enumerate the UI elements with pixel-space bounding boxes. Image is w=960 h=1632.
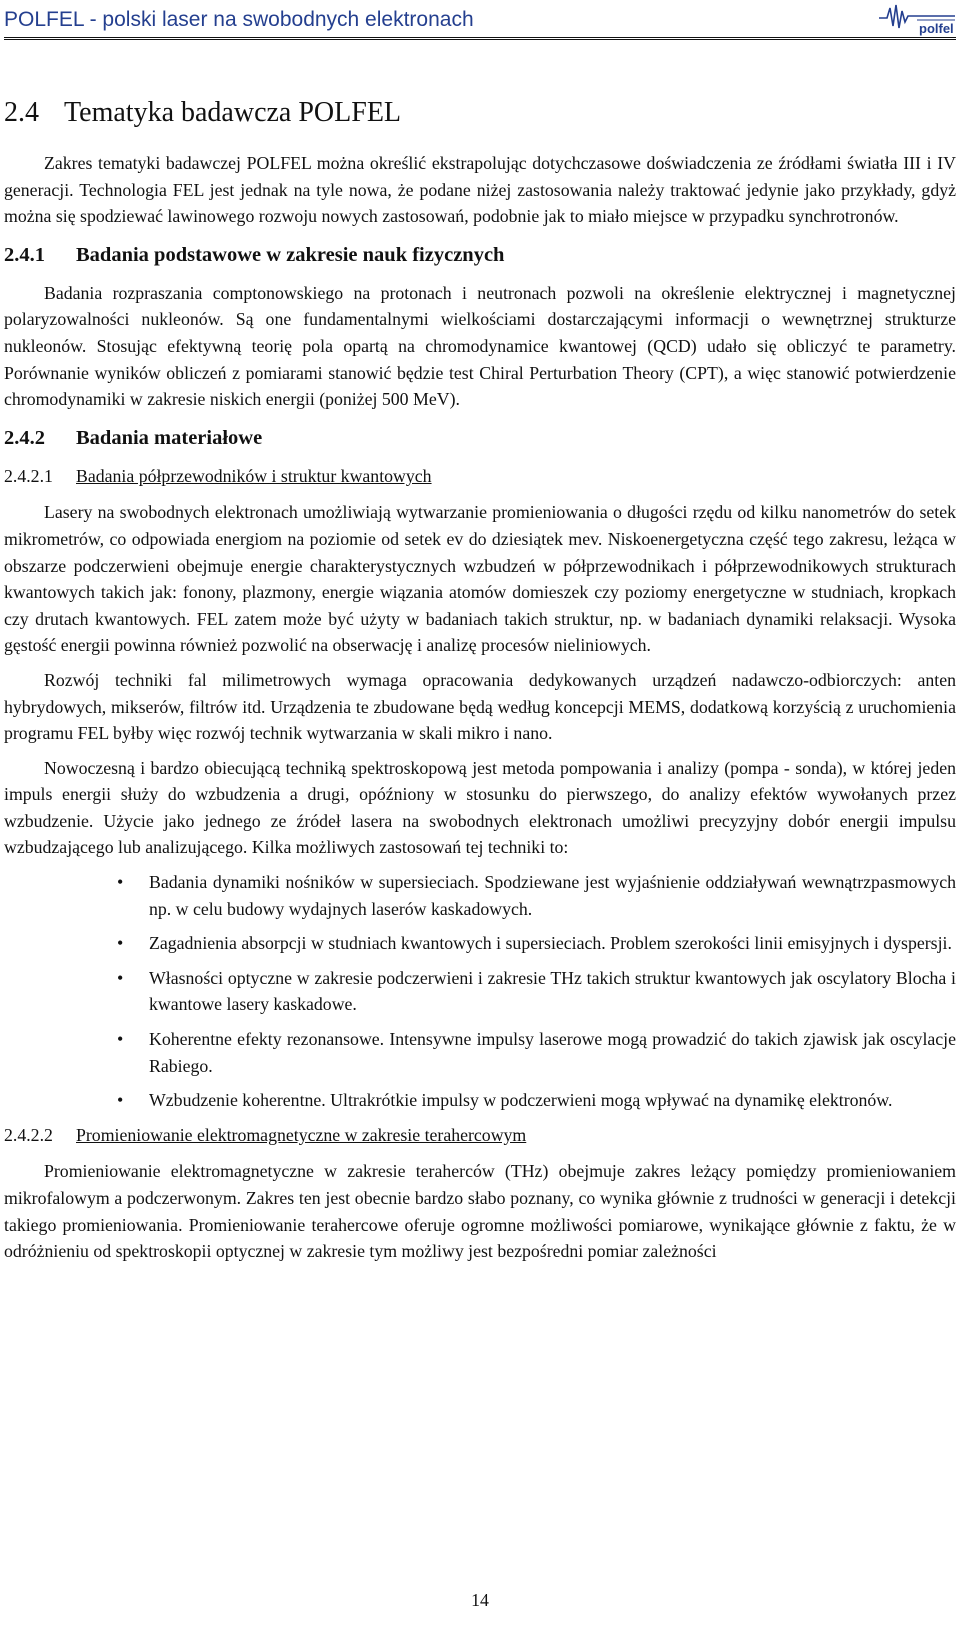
paragraph-2422: Promieniowanie elektromagnetyczne w zakresie teraherców (THz) obejmuje zakres leżący pomiędzy promieniowaniem mikrofalowym a podczerwonym. Zakres ten jest obecnie bardzo słabo poznany, co wynika głównie z trudności w generacji i detekcji takiego promieniowania. Promieniowanie terahercowe oferuje ogromne możliwości pomiarowe, wynikające głównie z faktu, że w odróżnieniu od spektroskopii optycznej w zakresie tym możliwy jest bezpośredni pomiar zależności <box>4 1161 956 1262</box>
intro-paragraph: Zakres tematyki badawczej POLFEL można określić ekstrapolując dotychczasowe doświadczenia ze źródłami światła III i IV generacji. Technologia FEL jest jednak na tyle nowa, że podane niżej zastosowania należy traktować jedynie jako przykłady, gdyż można się spodziewać lawinowego rozwoju nowych zastosowań, podobnie jak to miało miejsce w przypadku synchrotronów. <box>4 153 956 227</box>
header-rule <box>4 37 956 40</box>
list-item-text: Badania dynamiki nośników w supersieciach. Spodziewane jest wyjaśnienie oddziaływań wewnątrzpasmowych np. w celu budowy wydajnych laserów kaskadowych. <box>149 872 956 919</box>
paragraph: Rozwój techniki fal milimetrowych wymaga opracowania dedykowanych urządzeń nadawczo-odbiorczych: anten hybrydowych, mikserów, filtrów itd. Urządzenia te zbudowane będą według koncepcji MEMS, dodatkową korzyścią z uruchomienia programu FEL byłby więc rozwój technik wytwarzania w skali mikro i nano. <box>4 669 956 744</box>
bullet-icon: • <box>117 1090 124 1111</box>
bullet-list <box>4 869 956 1114</box>
bullet-icon: • <box>117 1029 124 1050</box>
paragraph-241: Badania rozpraszania comptonowskiego na protonach i neutronach pozwoli na określenie elektrycznej i magnetycznej polaryzowalności nukleonów. Są one fundamentalnymi wielkościami dostarczającymi informacji o wewnętrznej strukturze nukleonów. Stosując efektywną teorię pola opartą na chromodynamice kwantowej (QCD) udało się obliczyć te parametry. Porównanie wyników obliczeń z pomiarami stanowić będzie test Chiral Perturbation Theory (CPT), a więc stanowić potwierdzenie chromodynamiki w zakresie niskich energii (poniżej 500 MeV). <box>4 282 956 410</box>
subsection-number: 2.4.1 <box>4 243 45 266</box>
list-item <box>4 1026 956 1079</box>
subsubsection-heading-2421 <box>4 463 956 490</box>
bullet-icon: • <box>117 872 124 893</box>
subsubsection-heading-2422 <box>4 1122 956 1149</box>
list-item-text: Zagadnienia absorpcji w studniach kwantowych i supersieciach. Problem szerokości linii emisyjnych i dyspersji. <box>149 933 952 954</box>
content <box>4 96 956 1273</box>
page-number: 14 <box>471 1590 489 1610</box>
bullet-icon: • <box>117 967 124 988</box>
subsubsection-number: 2.4.2.1 <box>4 465 53 486</box>
list-item-text: Koherentne efekty rezonansowe. Intensywne impulsy laserowe mogą prowadzić do takich zjawisk jak oscylacje Rabiego. <box>149 1029 956 1076</box>
subsection-number: 2.4.2 <box>4 426 45 449</box>
subsubsection-title: Badania półprzewodników i struktur kwantowych <box>76 465 432 486</box>
paragraph: Nowoczesną i bardzo obiecującą techniką spektroskopową jest metoda pompowania i analizy (pompa - sonda), w której jeden impuls energii służy do wzbudzenia a drugi, opóźniony w stosunku do pierwszego, do analizy efektów wywołanych przez wzbudzenie. Użycie jako jednego ze źródeł lasera na swobodnych elektronach umożliwi precyzyjny dobór energii impulsu wzbudzającego lub analizującego. Kilka możliwych zastosowań tej techniki to: <box>4 757 956 858</box>
list-item <box>4 930 956 957</box>
list-item-text: Własności optyczne w zakresie podczerwieni i zakresie THz takich struktur kwantowych jak oscylatory Blocha i kwantowe lasery kaskadowe. <box>149 967 956 1015</box>
subsection-title: Badania materiałowe <box>76 426 263 449</box>
subsubsection-number: 2.4.2.2 <box>4 1124 53 1145</box>
subsection-heading-242 <box>4 425 956 451</box>
paragraph: Lasery na swobodnych elektronach umożliwiają wytwarzanie promieniowania o długości rzędu od kilku nanometrów do setek mikrometrów, co odpowiada energiom na poziomie od setek ev do dziesiątek mev. Niskoenergetyczna część tego zakresu, leżąca w obszarze podczerwieni obejmuje energie charakterystycznych wzbudzeń w półprzewodnikach i półprzewodnikowych strukturach kwantowych takich jak: fonony, plazmony, energie wiązania atomów domieszek czy poziomy energetyczne w studniach, kropkach czy drutach kwantowych. FEL zatem może być użyty w badaniach takich struktur, np. w badaniach dynamiki relaksacji. Wysoka gęstość energii powinna również pozwolić na obserwację i analizę procesów nieliniowych. <box>4 502 956 656</box>
subsubsection-title: Promieniowanie elektromagnetyczne w zakresie terahercowym <box>76 1124 527 1145</box>
list-item-text: Wzbudzenie koherentne. Ultrakrótkie impulsy w podczerwieni mogą wpływać na dynamikę elektronów. <box>149 1090 893 1111</box>
subsection-heading-241 <box>4 242 956 268</box>
subsection-title: Badania podstawowe w zakresie nauk fizycznych <box>76 243 505 266</box>
running-header <box>0 0 960 40</box>
list-item <box>4 1087 956 1114</box>
list-item <box>4 965 956 1018</box>
section-title: Tematyka badawcza POLFEL <box>64 97 402 128</box>
header-title: POLFEL - polski laser na swobodnych elektronach <box>4 8 474 31</box>
section-heading <box>4 96 956 130</box>
bullet-icon: • <box>117 933 124 954</box>
list-item <box>4 869 956 922</box>
polfel-logo <box>877 2 957 36</box>
section-number: 2.4 <box>4 97 39 128</box>
logo-wordmark: polfel <box>919 21 954 36</box>
